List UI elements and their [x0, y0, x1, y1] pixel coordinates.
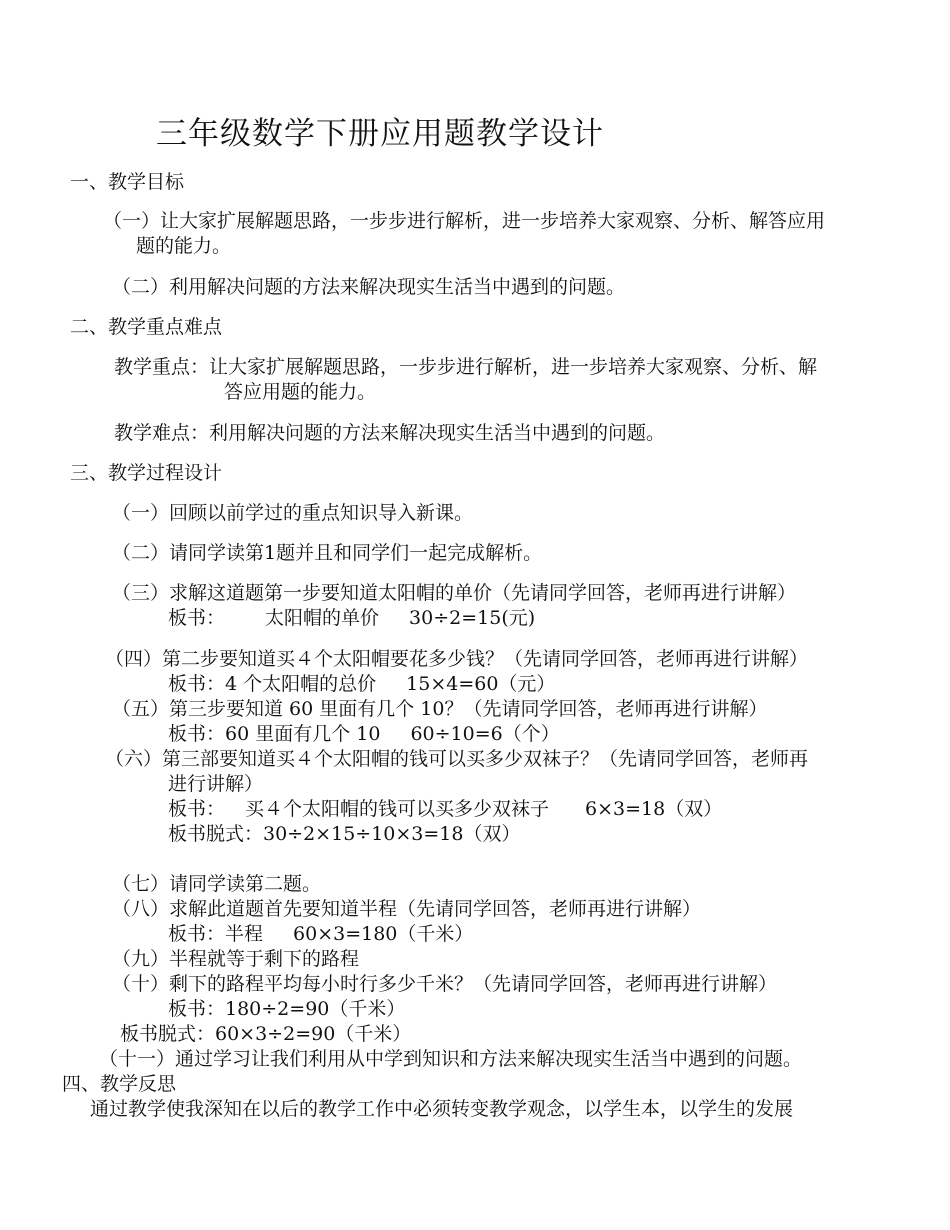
document-title: 三年级数学下册应用题教学设计	[156, 116, 604, 152]
s3-p6-board	[168, 797, 722, 821]
board-expression: 60×3=180（千米）	[293, 923, 474, 945]
s3-p4-board	[168, 672, 555, 696]
section-2-heading: 二、教学重点难点	[70, 316, 223, 338]
s3-p2: （二）请同学读第1题并且和同学们一起完成解析。	[112, 542, 543, 564]
board-text: 太阳帽的单价	[265, 607, 380, 629]
board-text: 板书：4 个太阳帽的总价	[168, 673, 377, 695]
s3-p9: （九）半程就等于剩下的路程	[112, 948, 360, 970]
section-4-heading: 四、教学反思	[62, 1073, 177, 1095]
s3-p8: （八）求解此道题首先要知道半程（先请同学回答，老师再进行讲解）	[112, 898, 702, 920]
s1-item2: （二）利用解决问题的方法来解决现实生活当中遇到的问题。	[112, 276, 626, 298]
s4-text: 通过教学使我深知在以后的教学工作中必须转变教学观念，以学生本，以学生的发展	[90, 1098, 794, 1120]
board-text: 板书：半程	[168, 923, 264, 945]
s2-key-point-line2: 答应用题的能力。	[224, 381, 377, 403]
board-text: 板书：60 里面有几个 10	[168, 723, 381, 745]
s3-p6-line1: （六）第三部要知道买４个太阳帽的钱可以买多少双袜子？（先请同学回答，老师再	[105, 748, 809, 770]
board-label: 板书：	[168, 798, 226, 820]
s3-p6-formula: 板书脱式：30÷2×15÷10×3=18（双）	[168, 823, 521, 845]
board-expression: 60÷10=6（个）	[410, 723, 560, 745]
s1-item1-line1: （一）让大家扩展解题思路，一步步进行解析，进一步培养大家观察、分析、解答应用	[103, 210, 826, 232]
section-3-heading: 三、教学过程设计	[70, 462, 223, 484]
s3-p4: （四）第二步要知道买４个太阳帽要花多少钱？（先请同学回答，老师再进行讲解）	[105, 648, 809, 670]
s3-p8-board	[168, 922, 473, 946]
board-expression: 6×3=18（双）	[585, 798, 723, 820]
s3-p11: （十一）通过学习让我们利用从中学到知识和方法来解决现实生活当中遇到的问题。	[99, 1048, 803, 1070]
section-1-heading: 一、教学目标	[70, 171, 185, 193]
s3-p3-board	[168, 606, 535, 630]
s3-p1: （一）回顾以前学过的重点知识导入新课。	[112, 502, 474, 524]
board-expression: 15×4=60（元）	[406, 673, 556, 695]
board-expression: 30÷2=15(元)	[409, 607, 536, 629]
s3-p10: （十）剩下的路程平均每小时行多少千米？（先请同学回答，老师再进行讲解）	[112, 973, 778, 995]
s1-item1-line2: 题的能力。	[136, 235, 232, 257]
s3-p5: （五）第三步要知道 60 里面有几个 10？（先请同学回答，老师再进行讲解）	[112, 698, 768, 720]
s3-p3: （三）求解这道题第一步要知道太阳帽的单价（先请同学回答，老师再进行讲解）	[112, 582, 797, 604]
s2-difficulty: 教学难点：利用解决问题的方法来解决现实生活当中遇到的问题。	[114, 422, 666, 444]
s3-p6-line2: 进行讲解）	[168, 773, 264, 795]
board-label: 板书：	[168, 607, 226, 629]
s3-p5-board	[168, 722, 560, 746]
board-text: 买４个太阳帽的钱可以买多少双袜子	[245, 798, 550, 820]
s3-p7: （七）请同学读第二题。	[112, 873, 322, 895]
s3-p10-board: 板书：180÷2=90（千米）	[168, 998, 406, 1020]
s3-p10-formula: 板书脱式：60×3÷2=90（千米）	[120, 1023, 412, 1045]
s2-key-point-line1: 教学重点：让大家扩展解题思路，一步步进行解析，进一步培养大家观察、分析、解	[114, 356, 818, 378]
